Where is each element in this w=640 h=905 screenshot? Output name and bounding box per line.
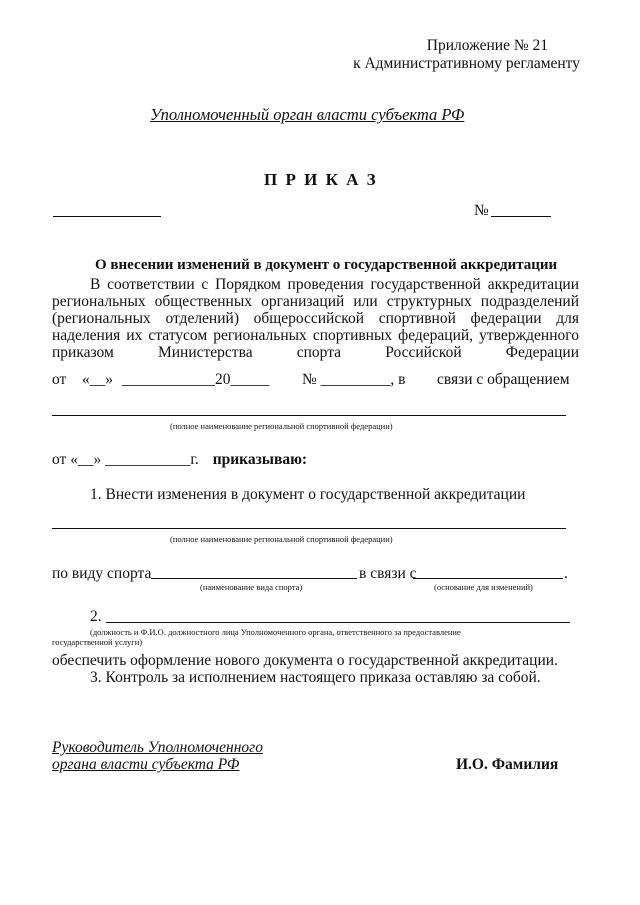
sport-name-caption: (наименование вида спорта) bbox=[200, 582, 303, 592]
line6-day: «__» bbox=[82, 371, 113, 388]
federation-name-caption-1: (полное наименование региональной спортивной федерации) bbox=[170, 421, 393, 431]
sport-line-end: . bbox=[564, 565, 568, 582]
body-line-3: (региональных отделений) общероссийской спортивной федерации для bbox=[52, 310, 579, 327]
line6-date-blank: ____________20_____ bbox=[122, 371, 270, 388]
line6-number-blank: № _________, в bbox=[302, 371, 406, 388]
item-2-number: 2. bbox=[90, 608, 102, 625]
federation-name-line-1 bbox=[52, 415, 566, 416]
item-3-text: 3. Контроль за исполнением настоящего приказа оставляю за собой. bbox=[90, 669, 541, 686]
signatory-role-line-1: Руководитель Уполномоченного bbox=[52, 739, 263, 756]
official-name-line bbox=[106, 622, 570, 623]
appendix-header bbox=[340, 37, 548, 54]
line6-tail: связи с обращением bbox=[437, 371, 570, 388]
document-title: П Р И К А З bbox=[264, 170, 378, 189]
body-line-1: В соответствии с Порядком проведения государственной аккредитации bbox=[90, 276, 579, 293]
body-line-6 bbox=[52, 371, 579, 388]
signatory-name: И.О. Фамилия bbox=[456, 756, 559, 773]
body-line-4: наделения их статусом региональных спортивных федераций, утвержденного bbox=[52, 327, 579, 344]
authority-name: Уполномоченный орган власти субъекта РФ bbox=[150, 105, 465, 124]
sport-name-line bbox=[151, 578, 357, 579]
official-caption-line-1: (должность и Ф.И.О. должностного лица Уполномоченного органа, ответственного за предоставление bbox=[90, 627, 461, 637]
federation-name-caption-2: (полное наименование региональной спортивной федерации) bbox=[170, 534, 393, 544]
signatory-role-line-2: органа власти субъекта РФ bbox=[52, 756, 240, 773]
order-subject: О внесении изменений в документ о государственной аккредитации bbox=[95, 257, 558, 273]
body-line-2: региональных общественных организаций или структурных подразделений bbox=[52, 293, 579, 310]
date-blank-line bbox=[53, 216, 161, 217]
item-1-text: 1. Внести изменения в документ о государственной аккредитации bbox=[90, 486, 526, 503]
order-number-line bbox=[491, 216, 551, 217]
sport-reason-label: в связи с bbox=[359, 565, 417, 582]
order-number-label: № bbox=[474, 202, 489, 219]
regulation-reference: к Административному регламенту bbox=[353, 55, 580, 72]
official-caption-line-2: государственной услуги) bbox=[52, 637, 143, 647]
sport-prefix: по виду спорта bbox=[52, 565, 152, 582]
line6-from: от bbox=[52, 371, 67, 388]
orders-line bbox=[52, 451, 307, 468]
body-paragraph bbox=[52, 276, 579, 361]
appendix-number: Приложение № 21 bbox=[426, 37, 548, 54]
orders-word: приказываю: bbox=[212, 451, 308, 468]
orders-date: от «__» ___________г. bbox=[52, 451, 199, 468]
item-2-text: обеспечить оформление нового документа о государственной аккредитации. bbox=[52, 652, 558, 669]
reason-caption: (основание для изменений) bbox=[434, 582, 533, 592]
body-line-5: приказом Министерства спорта Российской Федерации bbox=[52, 344, 579, 361]
federation-name-line-2 bbox=[52, 528, 566, 529]
official-caption bbox=[52, 627, 570, 647]
regulation-reference-block bbox=[300, 55, 580, 72]
reason-line bbox=[413, 578, 563, 579]
